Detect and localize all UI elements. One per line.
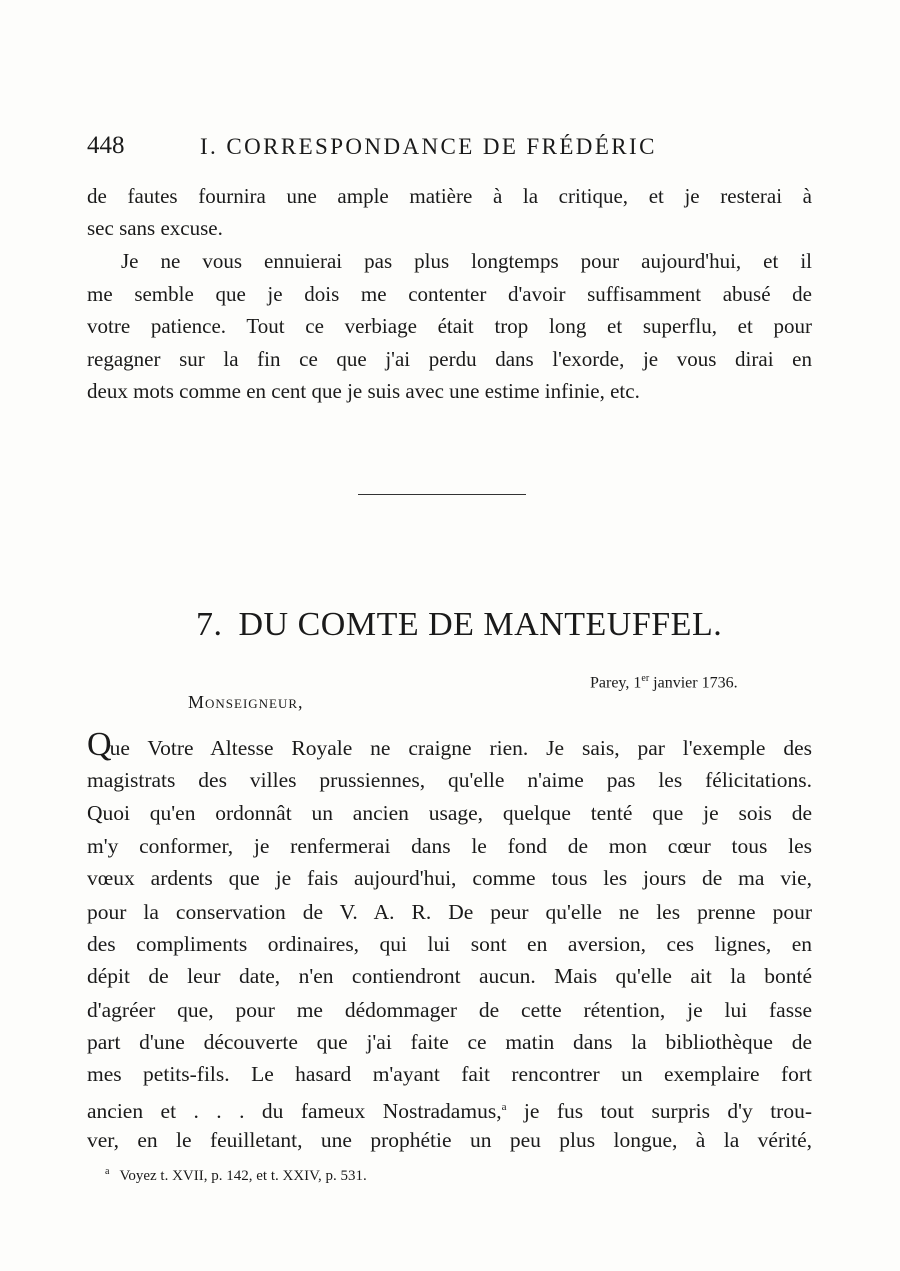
footnote-reference: a [501,1101,507,1113]
first-line-text: ue Votre Altesse Royale ne craigne rien. Je sais, par l'exemple des [109,736,812,760]
text-line: vœux ardents que je fais aujourd'hui, comme tous les jours de ma vie, [87,866,812,890]
text-line: pour la conservation de V. A. R. De peur qu'elle ne les prenne pour [87,900,812,924]
text-after-footnote: je fus tout surpris d'y trou- [506,1099,812,1123]
text-line: d'agréer que, pour me dédommager de cette rétention, je lui fasse [87,998,812,1022]
text-line: part d'une découverte que j'ai faite ce matin dans la bibliothèque de [87,1030,812,1054]
section-divider [358,494,526,495]
text-line: dépit de leur date, n'en contiendront aucun. Mais qu'elle ait la bonté [87,964,812,988]
letter-number: 7. [196,606,223,643]
date-superscript: er [641,673,650,684]
text-line: sec sans excuse. [87,216,223,240]
date-place: Parey, 1 [590,674,642,692]
footnote [105,1166,367,1185]
running-header [87,132,727,166]
date-rest: janvier 1736. [649,674,738,692]
text-line: de fautes fournira une ample matière à la critique, et je resterai à [87,184,812,208]
text-line: deux mots comme en cent que je suis avec une estime infinie, etc. [87,379,640,403]
text-line: mes petits-fils. Le hasard m'ayant fait rencontrer un exemplaire fort [87,1062,812,1086]
initial-letter: Q [87,726,112,763]
text-line: ver, en le feuilletant, une prophétie un peu plus longue, à la vérité, [87,1128,812,1152]
text-line: me semble que je dois me contenter d'avoir suffisamment abusé de [87,282,812,306]
text-line: regagner sur la fin ce que j'ai perdu dans l'exorde, je vous dirai en [87,347,812,371]
text-line: magistrats des villes prussiennes, qu'elle n'aime pas les félicitations. [87,768,812,792]
running-title: I. CORRESPONDANCE DE FRÉDÉRIC [200,134,657,159]
text-line-with-footnote [87,1091,812,1127]
letter-date [590,673,738,692]
letter-title [196,606,722,644]
footnote-text: Voyez t. XVII, p. 142, et t. XXIV, p. 531. [119,1168,367,1184]
letter-heading: DU COMTE DE MANTEUFFEL. [238,606,723,643]
text-line-first [87,726,812,764]
text-line: Je ne vous ennuierai pas plus longtemps pour aujourd'hui, et il [121,249,812,273]
text-before-footnote: ancien et . . . du fameux Nostradamus, [87,1099,502,1123]
text-line: des compliments ordinaires, qui lui sont en aversion, ces lignes, en [87,932,812,956]
text-line: Quoi qu'en ordonnât un ancien usage, quelque tenté que je sois de [87,801,812,825]
text-line: m'y conformer, je renfermerai dans le fond de mon cœur tous les [87,834,812,858]
salutation: Monseigneur, [188,692,304,712]
footnote-mark: a [105,1166,110,1177]
page-number: 448 [87,132,125,159]
text-line: votre patience. Tout ce verbiage était trop long et superflu, et pour [87,314,812,338]
